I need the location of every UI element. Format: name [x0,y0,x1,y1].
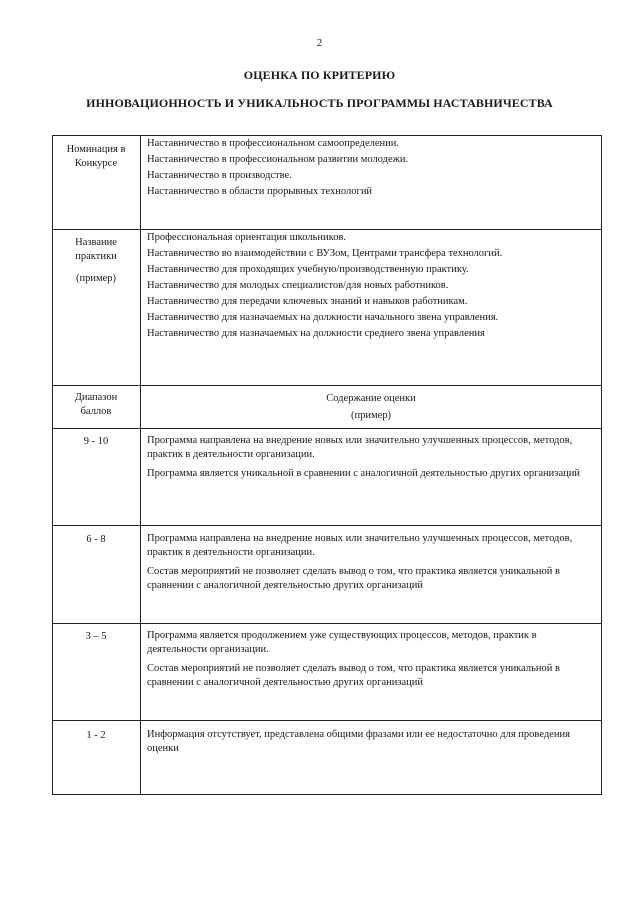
score-description: Информация отсутствует, представлена общими фразами или ее недостаточно для проведения оценки [147,729,570,754]
practice-item: Наставничество для назначаемых на должности среднего звена управления [147,328,485,339]
practice-label: Название практики (пример) [75,237,117,284]
document-subtitle: ИННОВАЦИОННОСТЬ И УНИКАЛЬНОСТЬ ПРОГРАММЫ НАСТАВНИЧЕСТВА [86,96,553,110]
practice-list [147,230,597,342]
practice-item: Наставничество для молодых специалистов/для новых работников. [147,280,449,291]
nomination-label: Номинация в Конкурсе [66,144,126,169]
document-title: ОЦЕНКА ПО КРИТЕРИЮ [243,68,396,82]
column-divider [140,135,141,795]
row-divider [52,428,602,429]
practice-item: Наставничество для назначаемых на должности начального звена управления. [147,312,499,323]
nomination-item: Наставничество в профессиональном развитии молодежи. [147,154,409,165]
nomination-item: Наставничество в производстве. [147,170,292,181]
nomination-item: Наставничество в профессиональном самоопределении. [147,138,400,149]
practice-item: Наставничество во взаимодействии с ВУЗом, Центрами трансфера технологий. [147,248,503,259]
row-divider [52,385,602,386]
row-divider [52,525,602,526]
practice-item: Наставничество для передачи ключевых знаний и навыков работникам. [147,296,468,307]
score-range: 1 - 2 [86,730,106,741]
score-range: 6 - 8 [86,534,106,545]
score-description: Программа является продолжением уже существующих процессов, методов, практик в деятельности организации. Состав мероприятий не позволяет сделать вывод о том, что практика является уникальной в сравнении с аналогичной деятельностью других организаций [147,630,560,688]
evaluation-content-header: Содержание оценки (пример) [326,393,416,421]
practice-item: Наставничество для проходящих учебную/производственную практику. [147,264,469,275]
nomination-list [147,136,597,200]
score-range: 9 - 10 [83,436,109,447]
row-divider [52,720,602,721]
nomination-item: Наставничество в области прорывных технологий [147,186,373,197]
score-description: Программа направлена на внедрение новых или значительно улучшенных процессов, методов, практик в деятельности организации. Состав мероприятий не позволяет сделать вывод о том, что практика является уникальной в сравнении с аналогичной деятельностью других организаций [147,533,573,591]
page-number: 2 [316,37,323,49]
score-range-header: Диапазон баллов [74,392,118,417]
score-description: Программа направлена на внедрение новых или значительно улучшенных процессов, методов, практик в деятельности организации. Программа является уникальной в сравнении с аналогичной деятельностью других организаций [147,435,580,479]
practice-item: Профессиональная ориентация школьников. [147,232,347,243]
score-range: 3 – 5 [85,631,107,642]
row-divider [52,623,602,624]
